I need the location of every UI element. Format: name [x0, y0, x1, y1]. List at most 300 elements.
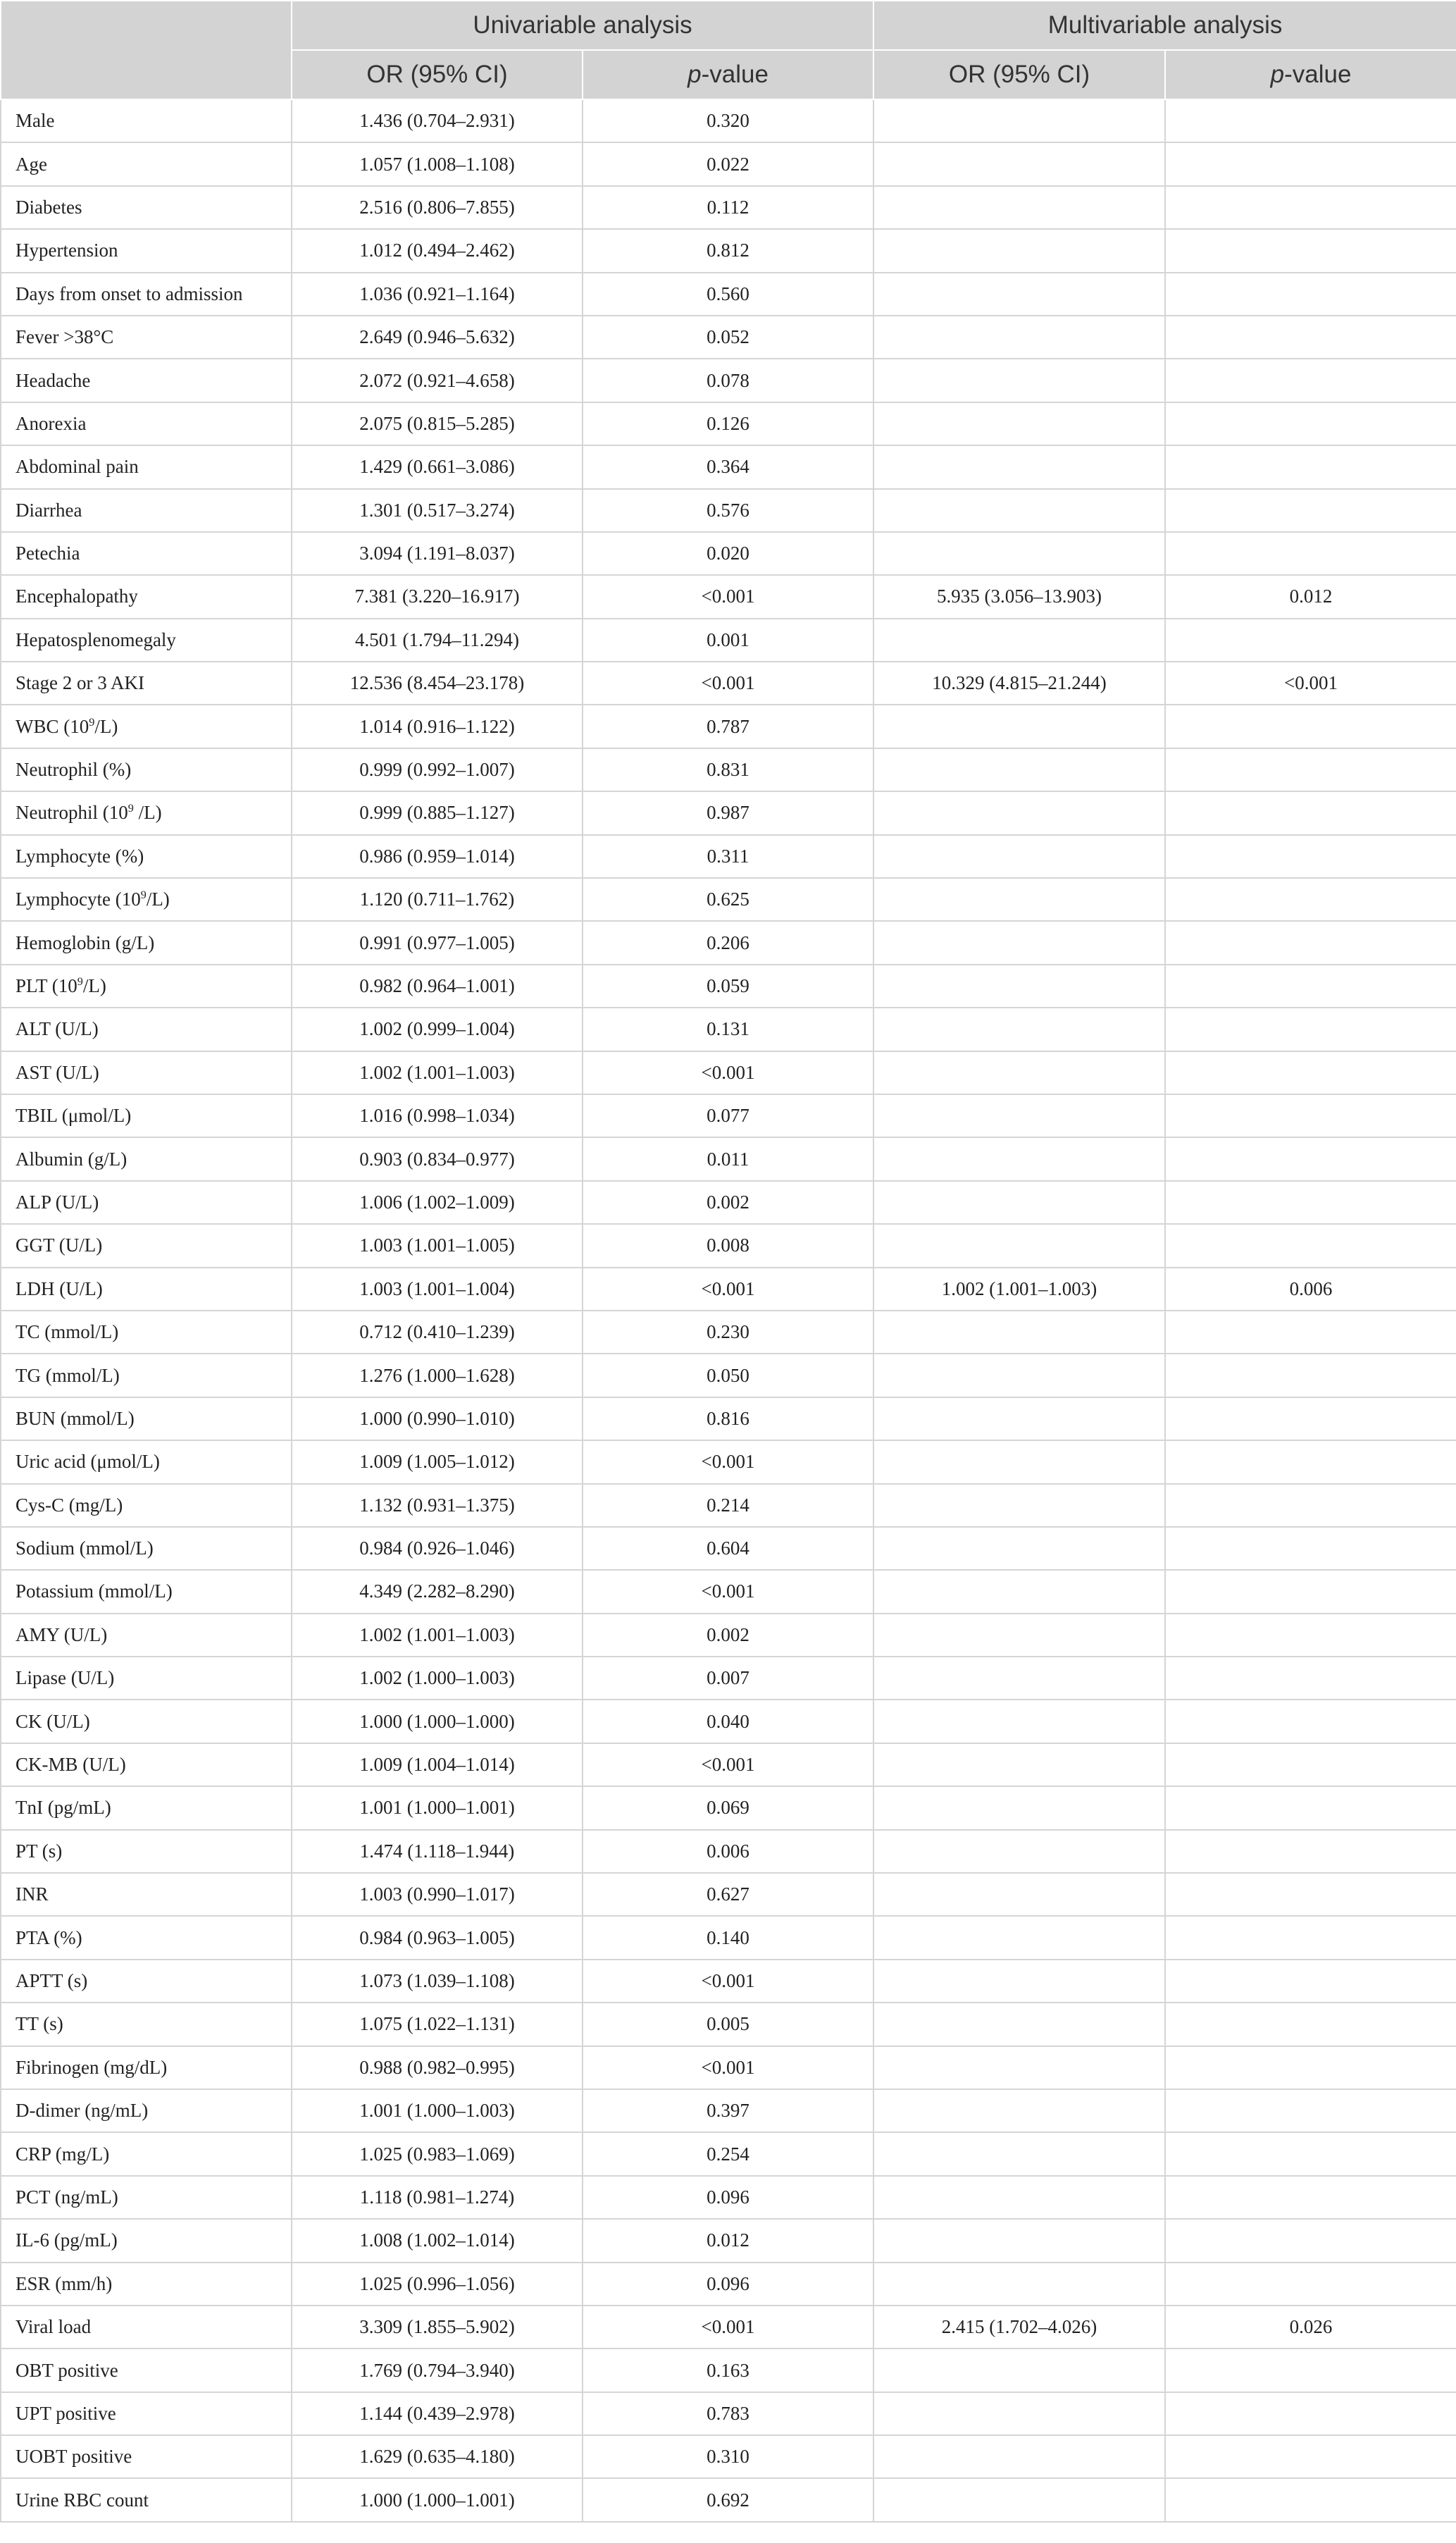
variable-label: Male	[1, 99, 292, 142]
univariable-or: 0.999 (0.992–1.007)	[292, 748, 583, 791]
multivariable-or	[873, 1354, 1165, 1397]
univariable-or: 1.474 (1.118–1.944)	[292, 1830, 583, 1873]
univariable-or: 3.094 (1.191–8.037)	[292, 532, 583, 575]
variable-label: Viral load	[1, 2306, 292, 2349]
univariable-p: 0.096	[583, 2263, 873, 2306]
table-row	[1, 2219, 1456, 2262]
univariable-or: 1.003 (1.001–1.004)	[292, 1268, 583, 1311]
univariable-or: 1.276 (1.000–1.628)	[292, 1354, 583, 1397]
multivariable-p	[1165, 965, 1456, 1008]
univariable-p: <0.001	[583, 1570, 873, 1613]
univariable-p: 0.005	[583, 2003, 873, 2046]
multivariable-or	[873, 2349, 1165, 2392]
univariable-or: 1.016 (0.998–1.034)	[292, 1094, 583, 1137]
univariable-or: 1.000 (0.990–1.010)	[292, 1397, 583, 1440]
variable-label-superscript: 9	[127, 802, 134, 815]
multivariable-or	[873, 445, 1165, 488]
univariable-or: 1.025 (0.983–1.069)	[292, 2132, 583, 2175]
variable-label: Stage 2 or 3 AKI	[1, 662, 292, 705]
table-row	[1, 142, 1456, 185]
multivariable-or: 1.002 (1.001–1.003)	[873, 1268, 1165, 1311]
multivariable-p	[1165, 489, 1456, 532]
table-row	[1, 186, 1456, 229]
multivariable-or	[873, 1440, 1165, 1483]
univariable-p: 0.040	[583, 1700, 873, 1743]
table-row	[1, 2176, 1456, 2219]
univariable-p: 0.096	[583, 2176, 873, 2219]
variable-label: UOBT positive	[1, 2435, 292, 2478]
multivariable-or	[873, 1960, 1165, 2003]
multivariable-p	[1165, 1873, 1456, 1916]
header-multivariable: Multivariable analysis	[873, 1, 1456, 50]
table-row	[1, 1008, 1456, 1051]
univariable-p: 0.320	[583, 99, 873, 142]
univariable-or: 1.025 (0.996–1.056)	[292, 2263, 583, 2306]
univariable-p: 0.692	[583, 2478, 873, 2521]
variable-label: Diabetes	[1, 186, 292, 229]
multivariable-p	[1165, 1440, 1456, 1483]
univariable-or: 1.629 (0.635–4.180)	[292, 2435, 583, 2478]
multivariable-p	[1165, 2478, 1456, 2521]
univariable-or: 0.712 (0.410–1.239)	[292, 1311, 583, 1354]
table-row	[1, 1397, 1456, 1440]
variable-label: OBT positive	[1, 2349, 292, 2392]
univariable-or: 1.301 (0.517–3.274)	[292, 489, 583, 532]
univariable-p: 0.783	[583, 2392, 873, 2435]
univariable-p: 0.254	[583, 2132, 873, 2175]
multivariable-or	[873, 402, 1165, 445]
multivariable-or	[873, 186, 1165, 229]
table-row	[1, 965, 1456, 1008]
variable-label: Hypertension	[1, 229, 292, 272]
multivariable-or	[873, 229, 1165, 272]
multivariable-or	[873, 619, 1165, 662]
table-row	[1, 2435, 1456, 2478]
univariable-or: 0.982 (0.964–1.001)	[292, 965, 583, 1008]
univariable-p: 0.625	[583, 878, 873, 921]
univariable-or: 1.036 (0.921–1.164)	[292, 273, 583, 316]
univariable-p: 0.002	[583, 1181, 873, 1224]
multivariable-or	[873, 1916, 1165, 1959]
multivariable-or	[873, 1397, 1165, 1440]
multivariable-p	[1165, 532, 1456, 575]
univariable-p: 0.002	[583, 1614, 873, 1657]
multivariable-p	[1165, 402, 1456, 445]
univariable-p: <0.001	[583, 1051, 873, 1094]
variable-label: PTA (%)	[1, 1916, 292, 1959]
multivariable-or	[873, 1311, 1165, 1354]
variable-label: TG (mmol/L)	[1, 1354, 292, 1397]
multivariable-or	[873, 2176, 1165, 2219]
multivariable-p	[1165, 1916, 1456, 1959]
univariable-or: 1.118 (0.981–1.274)	[292, 2176, 583, 2219]
univariable-p: 0.112	[583, 186, 873, 229]
variable-label: Diarrhea	[1, 489, 292, 532]
univariable-p: 0.206	[583, 921, 873, 964]
variable-label: Abdominal pain	[1, 445, 292, 488]
variable-label: Fever >38°C	[1, 316, 292, 359]
multivariable-p	[1165, 2263, 1456, 2306]
multivariable-or	[873, 921, 1165, 964]
univariable-p: <0.001	[583, 662, 873, 705]
univariable-or: 4.501 (1.794–11.294)	[292, 619, 583, 662]
multivariable-or	[873, 1008, 1165, 1051]
table-row	[1, 2132, 1456, 2175]
univariable-p: 0.310	[583, 2435, 873, 2478]
multivariable-p	[1165, 2219, 1456, 2262]
table-row	[1, 662, 1456, 705]
multivariable-p	[1165, 359, 1456, 402]
multivariable-or	[873, 2046, 1165, 2089]
multivariable-or	[873, 359, 1165, 402]
multivariable-or	[873, 2263, 1165, 2306]
univariable-p: <0.001	[583, 1268, 873, 1311]
univariable-or: 1.429 (0.661–3.086)	[292, 445, 583, 488]
multivariable-or: 10.329 (4.815–21.244)	[873, 662, 1165, 705]
multivariable-p	[1165, 1614, 1456, 1657]
variable-label: AST (U/L)	[1, 1051, 292, 1094]
multivariable-p: 0.012	[1165, 575, 1456, 618]
univariable-p: 0.816	[583, 1397, 873, 1440]
univariable-p: 0.078	[583, 359, 873, 402]
table-row	[1, 1830, 1456, 1873]
multivariable-or	[873, 1137, 1165, 1180]
univariable-p: 0.007	[583, 1657, 873, 1700]
table-row	[1, 1570, 1456, 1613]
univariable-or: 1.144 (0.439–2.978)	[292, 2392, 583, 2435]
variable-label: Headache	[1, 359, 292, 402]
univariable-p: 0.560	[583, 273, 873, 316]
table-row	[1, 2392, 1456, 2435]
multivariable-p	[1165, 142, 1456, 185]
table-row	[1, 1614, 1456, 1657]
table-row	[1, 359, 1456, 402]
multivariable-p	[1165, 1224, 1456, 1267]
variable-label	[1, 965, 292, 1008]
table-row	[1, 532, 1456, 575]
univariable-p: <0.001	[583, 2046, 873, 2089]
multivariable-or	[873, 1873, 1165, 1916]
univariable-or: 0.984 (0.926–1.046)	[292, 1527, 583, 1570]
variable-label-text: PLT (10	[15, 975, 77, 996]
univariable-or: 1.002 (1.001–1.003)	[292, 1051, 583, 1094]
table-row	[1, 2046, 1456, 2089]
table-row	[1, 748, 1456, 791]
multivariable-p	[1165, 1527, 1456, 1570]
variable-label-unit: /L)	[94, 715, 118, 737]
univariable-p: 0.604	[583, 1527, 873, 1570]
multivariable-p	[1165, 2392, 1456, 2435]
univariable-p: <0.001	[583, 1960, 873, 2003]
variable-label: PT (s)	[1, 1830, 292, 1873]
variable-label: INR	[1, 1873, 292, 1916]
multivariable-p	[1165, 229, 1456, 272]
variable-label: Encephalopathy	[1, 575, 292, 618]
table-row	[1, 1311, 1456, 1354]
variable-label: Sodium (mmol/L)	[1, 1527, 292, 1570]
multivariable-or	[873, 1484, 1165, 1527]
multivariable-p	[1165, 791, 1456, 834]
univariable-or: 1.002 (1.001–1.003)	[292, 1614, 583, 1657]
variable-label	[1, 878, 292, 921]
variable-label: Petechia	[1, 532, 292, 575]
header-uni-p	[583, 50, 873, 99]
multivariable-p	[1165, 1181, 1456, 1224]
variable-label-text: Lymphocyte (10	[15, 889, 141, 910]
univariable-p: 0.008	[583, 1224, 873, 1267]
multivariable-or	[873, 2003, 1165, 2046]
variable-label: AMY (U/L)	[1, 1614, 292, 1657]
univariable-p: <0.001	[583, 2306, 873, 2349]
table-row	[1, 1916, 1456, 1959]
table-row	[1, 1440, 1456, 1483]
variable-label: Neutrophil (%)	[1, 748, 292, 791]
univariable-or: 0.991 (0.977–1.005)	[292, 921, 583, 964]
univariable-p: 0.787	[583, 705, 873, 748]
multivariable-or	[873, 1786, 1165, 1829]
multivariable-or	[873, 1614, 1165, 1657]
multivariable-or	[873, 965, 1165, 1008]
multivariable-or	[873, 2219, 1165, 2262]
univariable-p: 0.163	[583, 2349, 873, 2392]
variable-label	[1, 705, 292, 748]
variable-label: Hepatosplenomegaly	[1, 619, 292, 662]
table-row	[1, 921, 1456, 964]
variable-label: ALP (U/L)	[1, 1181, 292, 1224]
table-row	[1, 229, 1456, 272]
header-multi-or: OR (95% CI)	[873, 50, 1165, 99]
table-row	[1, 1873, 1456, 1916]
multivariable-p	[1165, 1354, 1456, 1397]
univariable-or: 1.002 (0.999–1.004)	[292, 1008, 583, 1051]
multivariable-p	[1165, 1743, 1456, 1786]
multivariable-p	[1165, 2132, 1456, 2175]
multivariable-or	[873, 532, 1165, 575]
multivariable-or	[873, 273, 1165, 316]
univariable-or: 1.057 (1.008–1.108)	[292, 142, 583, 185]
univariable-p: 0.012	[583, 2219, 873, 2262]
univariable-p: 0.140	[583, 1916, 873, 1959]
table-row	[1, 445, 1456, 488]
table-row	[1, 835, 1456, 878]
variable-label: Anorexia	[1, 402, 292, 445]
multivariable-or	[873, 1830, 1165, 1873]
multivariable-or: 5.935 (3.056–13.903)	[873, 575, 1165, 618]
multivariable-p	[1165, 1484, 1456, 1527]
variable-label: ESR (mm/h)	[1, 2263, 292, 2306]
univariable-or: 0.988 (0.982–0.995)	[292, 2046, 583, 2089]
multivariable-or	[873, 99, 1165, 142]
table-row	[1, 99, 1456, 142]
multivariable-p	[1165, 2089, 1456, 2132]
univariable-p: 0.126	[583, 402, 873, 445]
univariable-p: 0.627	[583, 1873, 873, 1916]
header-uni-or: OR (95% CI)	[292, 50, 583, 99]
variable-label: Lipase (U/L)	[1, 1657, 292, 1700]
univariable-p: 0.364	[583, 445, 873, 488]
univariable-or: 0.984 (0.963–1.005)	[292, 1916, 583, 1959]
multivariable-or	[873, 1657, 1165, 1700]
variable-label: Lymphocyte (%)	[1, 835, 292, 878]
variable-label-superscript: 9	[77, 975, 83, 988]
table-row	[1, 1960, 1456, 2003]
multivariable-or	[873, 2392, 1165, 2435]
table-header	[1, 1, 1456, 99]
variable-label: Cys-C (mg/L)	[1, 1484, 292, 1527]
multivariable-p	[1165, 921, 1456, 964]
univariable-or: 1.132 (0.931–1.375)	[292, 1484, 583, 1527]
multivariable-p	[1165, 1311, 1456, 1354]
multivariable-p	[1165, 99, 1456, 142]
variable-label: Potassium (mmol/L)	[1, 1570, 292, 1613]
multivariable-p: 0.026	[1165, 2306, 1456, 2349]
header-p-suffix: -value	[1284, 61, 1352, 88]
univariable-or: 7.381 (3.220–16.917)	[292, 575, 583, 618]
multivariable-p	[1165, 1094, 1456, 1137]
univariable-or: 12.536 (8.454–23.178)	[292, 662, 583, 705]
variable-label: Hemoglobin (g/L)	[1, 921, 292, 964]
variable-label: TnI (pg/mL)	[1, 1786, 292, 1829]
multivariable-p	[1165, 2003, 1456, 2046]
variable-label: CK (U/L)	[1, 1700, 292, 1743]
univariable-or: 1.075 (1.022–1.131)	[292, 2003, 583, 2046]
table-row	[1, 1094, 1456, 1137]
table-row	[1, 2306, 1456, 2349]
multivariable-p	[1165, 2435, 1456, 2478]
multivariable-p: <0.001	[1165, 662, 1456, 705]
univariable-or: 0.999 (0.885–1.127)	[292, 791, 583, 834]
univariable-or: 1.120 (0.711–1.762)	[292, 878, 583, 921]
univariable-or: 0.986 (0.959–1.014)	[292, 835, 583, 878]
multivariable-p	[1165, 1570, 1456, 1613]
variable-label: TBIL (μmol/L)	[1, 1094, 292, 1137]
univariable-or: 1.001 (1.000–1.003)	[292, 2089, 583, 2132]
univariable-p: 0.812	[583, 229, 873, 272]
variable-label: Age	[1, 142, 292, 185]
variable-label-unit: /L)	[146, 889, 170, 910]
univariable-or: 1.008 (1.002–1.014)	[292, 2219, 583, 2262]
table-body	[1, 99, 1456, 2522]
multivariable-or	[873, 705, 1165, 748]
table-row	[1, 1268, 1456, 1311]
variable-label: CRP (mg/L)	[1, 2132, 292, 2175]
multivariable-p	[1165, 316, 1456, 359]
header-corner-cell	[1, 1, 292, 99]
variable-label: APTT (s)	[1, 1960, 292, 2003]
header-p-italic: p	[687, 61, 702, 88]
multivariable-p	[1165, 186, 1456, 229]
multivariable-or	[873, 1527, 1165, 1570]
univariable-p: 0.077	[583, 1094, 873, 1137]
table-row	[1, 1657, 1456, 1700]
table-row	[1, 2478, 1456, 2521]
table-row	[1, 791, 1456, 834]
variable-label: BUN (mmol/L)	[1, 1397, 292, 1440]
univariable-p: 0.001	[583, 619, 873, 662]
variable-label: Urine RBC count	[1, 2478, 292, 2521]
table-row	[1, 1527, 1456, 1570]
multivariable-or	[873, 2435, 1165, 2478]
table-row	[1, 1484, 1456, 1527]
multivariable-or	[873, 316, 1165, 359]
univariable-or: 1.014 (0.916–1.122)	[292, 705, 583, 748]
multivariable-or	[873, 1181, 1165, 1224]
univariable-or: 2.072 (0.921–4.658)	[292, 359, 583, 402]
variable-label	[1, 791, 292, 834]
univariable-or: 2.516 (0.806–7.855)	[292, 186, 583, 229]
table-row	[1, 619, 1456, 662]
multivariable-or	[873, 1743, 1165, 1786]
multivariable-or	[873, 1570, 1165, 1613]
univariable-p: 0.022	[583, 142, 873, 185]
univariable-or: 3.309 (1.855–5.902)	[292, 2306, 583, 2349]
univariable-p: 0.020	[583, 532, 873, 575]
univariable-or: 1.009 (1.004–1.014)	[292, 1743, 583, 1786]
univariable-p: <0.001	[583, 1743, 873, 1786]
multivariable-or	[873, 2478, 1165, 2521]
table-row	[1, 1743, 1456, 1786]
table-row	[1, 273, 1456, 316]
univariable-p: 0.831	[583, 748, 873, 791]
multivariable-p	[1165, 1051, 1456, 1094]
variable-label: TT (s)	[1, 2003, 292, 2046]
table-row	[1, 489, 1456, 532]
multivariable-p	[1165, 619, 1456, 662]
multivariable-or	[873, 1094, 1165, 1137]
univariable-p: 0.576	[583, 489, 873, 532]
table-row	[1, 1786, 1456, 1829]
multivariable-or	[873, 2089, 1165, 2132]
multivariable-p	[1165, 1830, 1456, 1873]
variable-label: PCT (ng/mL)	[1, 2176, 292, 2219]
univariable-p: 0.214	[583, 1484, 873, 1527]
univariable-p: <0.001	[583, 1440, 873, 1483]
univariable-or: 1.073 (1.039–1.108)	[292, 1960, 583, 2003]
multivariable-p	[1165, 2349, 1456, 2392]
multivariable-p	[1165, 705, 1456, 748]
multivariable-or	[873, 748, 1165, 791]
multivariable-p	[1165, 1008, 1456, 1051]
table-row	[1, 316, 1456, 359]
table-row	[1, 2349, 1456, 2392]
multivariable-or	[873, 1224, 1165, 1267]
univariable-or: 1.000 (1.000–1.001)	[292, 2478, 583, 2521]
multivariable-or	[873, 878, 1165, 921]
variable-label: D-dimer (ng/mL)	[1, 2089, 292, 2132]
univariable-or: 1.003 (1.001–1.005)	[292, 1224, 583, 1267]
variable-label: GGT (U/L)	[1, 1224, 292, 1267]
univariable-p: 0.131	[583, 1008, 873, 1051]
variable-label: ALT (U/L)	[1, 1008, 292, 1051]
multivariable-p	[1165, 273, 1456, 316]
multivariable-p	[1165, 1700, 1456, 1743]
variable-label-unit: /L)	[133, 802, 162, 824]
table-row	[1, 1700, 1456, 1743]
univariable-or: 2.649 (0.946–5.632)	[292, 316, 583, 359]
variable-label-superscript: 9	[140, 889, 147, 902]
table-row	[1, 575, 1456, 618]
multivariable-p	[1165, 1657, 1456, 1700]
multivariable-p	[1165, 445, 1456, 488]
univariable-p: 0.059	[583, 965, 873, 1008]
header-p-suffix: -value	[701, 61, 769, 88]
univariable-p: 0.006	[583, 1830, 873, 1873]
univariable-or: 1.769 (0.794–3.940)	[292, 2349, 583, 2392]
multivariable-p	[1165, 1137, 1456, 1180]
univariable-p: 0.050	[583, 1354, 873, 1397]
table-row	[1, 2089, 1456, 2132]
table-row	[1, 402, 1456, 445]
